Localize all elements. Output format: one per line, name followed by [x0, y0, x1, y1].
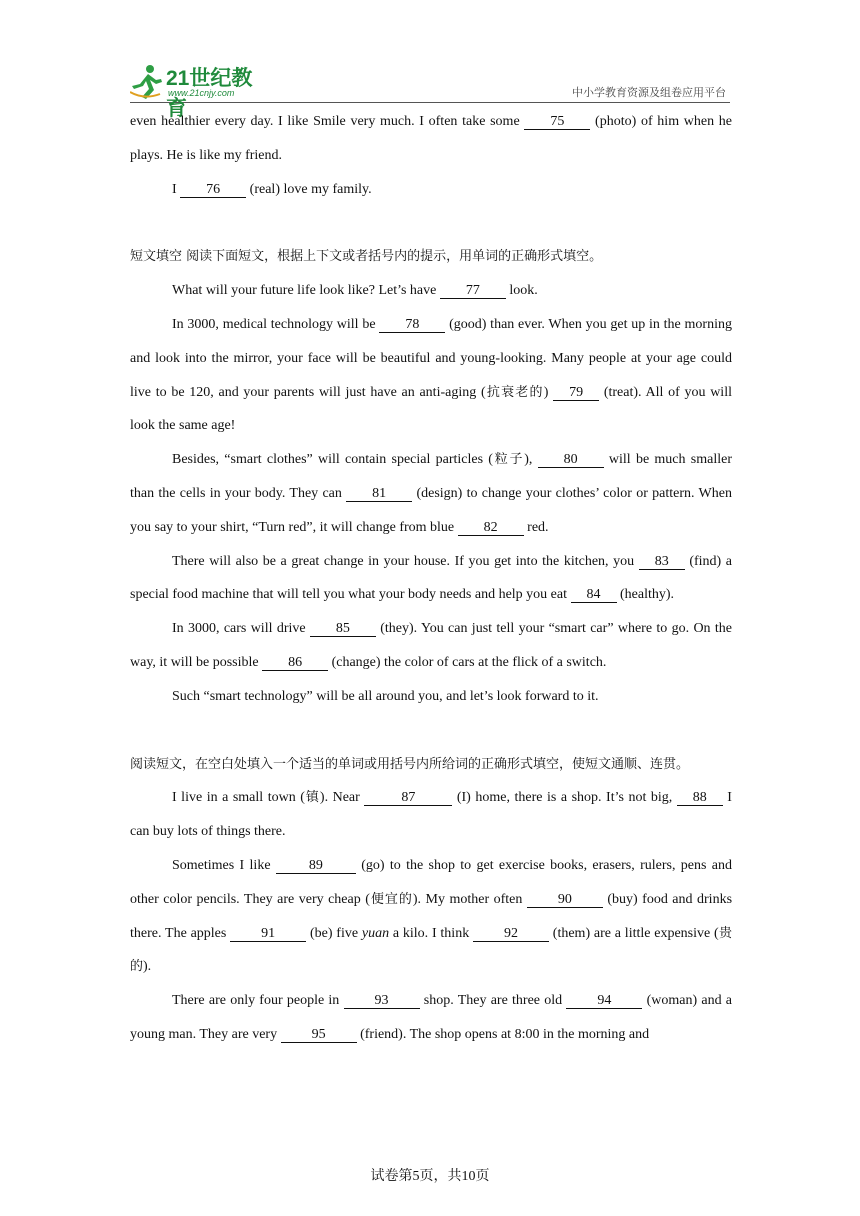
runner-logo-icon [130, 64, 164, 100]
document-body [130, 105, 732, 1052]
blank-78: 78 [379, 317, 445, 333]
blank-77: 77 [440, 283, 506, 299]
paragraph [130, 274, 732, 308]
text: yuan [361, 925, 390, 941]
text: ). [143, 959, 152, 975]
blank-95: 95 [281, 1027, 357, 1043]
text: even healthier every day. I like Smile very much. I often take some [130, 114, 525, 129]
text: (design) to change your clothes’ color or pattern. When you say to your shirt, “Turn red”, it will change from blue [130, 485, 732, 535]
text: Besides, “smart clothes” will contain special particles ( [172, 452, 493, 468]
text: 贵的 [130, 925, 732, 975]
section-title: 阅读短文，在空白处填入一个适当的单词或用括号内所给词的正确形式填空，使短文通顺、连贯。 [130, 756, 690, 772]
paragraph [130, 781, 732, 849]
text: (real) love my family. [246, 181, 372, 197]
text: Sometimes I like [172, 857, 276, 873]
logo-url: www.21cnjy.com [168, 88, 235, 98]
blank-81: 81 [346, 486, 412, 502]
paragraph [130, 105, 732, 173]
text: look. [505, 283, 538, 299]
paragraph: Such “smart technology” will be all around you, and let’s look forward to it. [172, 688, 599, 704]
blank-92: 92 [473, 926, 549, 942]
page-footer [0, 1165, 860, 1185]
text: (find) a special food machine that will tell you what your body needs and help you eat [130, 553, 732, 603]
section-title: 短文填空 阅读下面短文，根据上下文或者括号内的提示，用单词的正确形式填空。 [130, 249, 603, 265]
blank-89: 89 [276, 858, 356, 874]
page-header [130, 60, 730, 120]
blank-86: 86 [262, 655, 328, 671]
text: will be much smaller than the cells in your body. They can [130, 452, 732, 501]
text: (be) five [306, 925, 362, 941]
text: shop. They are three old [419, 993, 567, 1009]
text: ). My mother often [412, 891, 527, 907]
blank-84: 84 [571, 587, 617, 603]
blank-90: 90 [527, 892, 603, 908]
text: (healthy). [616, 587, 675, 603]
text: I live in a small town ( [172, 790, 305, 806]
paragraph [130, 612, 732, 680]
text: (photo) of him when he plays. He is like my friend. [130, 114, 732, 163]
text: ). Near [319, 790, 365, 806]
text: (them) are a little expensive ( [549, 925, 719, 941]
paragraph [130, 308, 732, 443]
text: (treat). All of you will look the same age! [130, 384, 732, 434]
text: (friend). The shop opens at 8:00 in the morning and [356, 1026, 650, 1042]
text: (go) to the shop to get exercise books, erasers, rulers, pens and other color pencils. They are very cheap ( [130, 857, 732, 907]
page-number: 试卷第5页，共10页 [370, 1169, 490, 1184]
paragraph [130, 443, 732, 544]
blank-85: 85 [310, 621, 376, 637]
paragraph [130, 173, 732, 207]
blank-87: 87 [364, 790, 452, 806]
text: red. [523, 519, 549, 535]
logo-text: 21世纪教育 [166, 67, 253, 120]
text: (I) home, there is a shop. It’s not big, [452, 790, 677, 806]
blank-82: 82 [458, 520, 524, 536]
text: (change) the color of cars at the flick of a switch. [328, 654, 607, 670]
blank-94: 94 [566, 993, 642, 1009]
paragraph [130, 545, 732, 613]
blank-91: 91 [230, 926, 306, 942]
text: (they). You can just tell your “smart car” where to go. On the way, it will be possible [130, 621, 732, 670]
blank-88: 88 [677, 790, 723, 806]
text: In 3000, cars will drive [172, 621, 310, 637]
text: 便宜的 [369, 891, 413, 907]
text: In 3000, medical technology will be [172, 316, 380, 332]
blank-83: 83 [639, 554, 685, 570]
text: (good) than ever. When you get up in the morning and look into the mirror, your face will be beautiful and young-looking. Many people at your age could live to be 120, and your parents will just have an anti-aging ( [130, 316, 732, 400]
text: 镇 [304, 790, 320, 806]
blank-79: 79 [553, 385, 599, 401]
text: There will also be a great change in your house. If you get into the kitchen, you [172, 553, 639, 569]
text: There are only four people in [172, 993, 344, 1009]
platform-name: 中小学教育资源及组卷应用平台 [572, 86, 726, 99]
text: 粒子 [492, 452, 525, 468]
text: 抗衰老的 [485, 384, 544, 400]
paragraph [130, 984, 732, 1052]
text: (woman) and a young man. They are very [130, 993, 733, 1042]
text: What will your future life look like? Let’s have [172, 283, 440, 299]
text: I [172, 181, 181, 197]
text: (buy) food and drinks there. The apples [130, 891, 733, 941]
blank-75: 75 [524, 114, 590, 130]
blank-93: 93 [344, 993, 420, 1009]
blank-80: 80 [538, 452, 604, 468]
blank-76: 76 [180, 182, 246, 198]
text: a kilo. I think [389, 925, 473, 941]
text: ), [524, 452, 538, 468]
text: ) [543, 384, 554, 400]
text: I can buy lots of things there. [130, 790, 732, 840]
paragraph [130, 849, 732, 984]
logo [130, 62, 270, 120]
